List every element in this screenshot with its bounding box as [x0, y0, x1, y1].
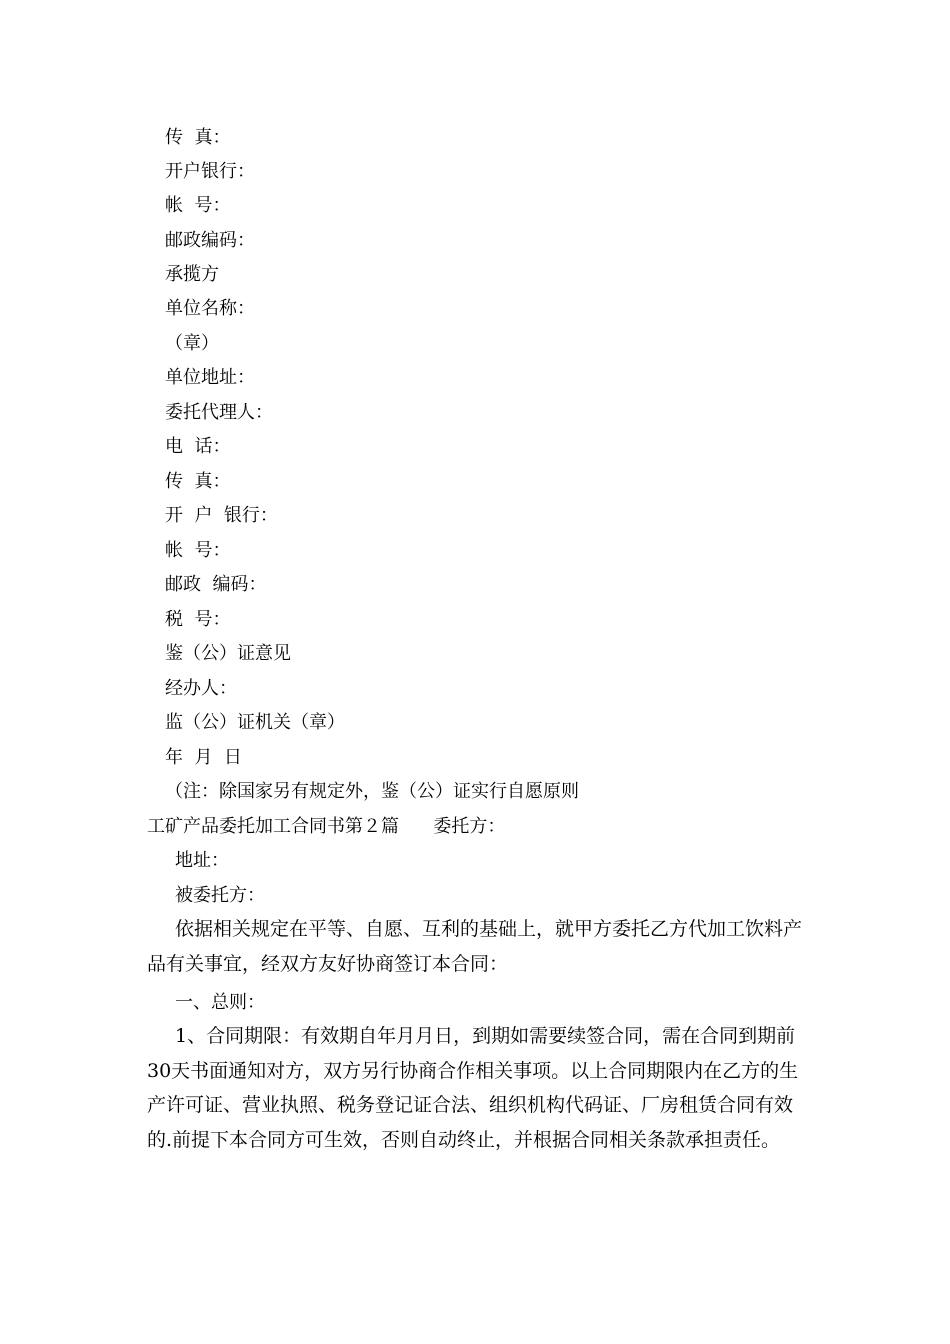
note-line: （注：除国家另有规定外，鉴（公）证实行自愿原则	[165, 781, 579, 802]
contractor-heading: 承揽方	[165, 264, 219, 285]
account-label-2: 帐 号：	[165, 540, 231, 561]
fax-label-2: 传 真：	[165, 471, 231, 492]
fax-label: 传 真：	[165, 127, 231, 148]
term-paragraph	[147, 1019, 817, 1157]
second-contract-title: 工矿产品委托加工合同书第２篇 委托方：	[147, 816, 506, 837]
bank-label-2: 开 户 银行：	[165, 505, 278, 526]
notary-office: 监（公）证机关（章）	[165, 712, 345, 733]
term-text: 1、合同期限：有效期自年月月日，到期如需要续签合同，需在合同到期前30天书面通知对方，双方另行协商合作相关事项。以上合同期限内在乙方的生产许可证、营业执照、税务登记证合法、组织机构代码证、厂房租赁合同有效的.前提下本合同方可生效，否则自动终止，并根据合同相关条款承担责任。	[147, 1025, 799, 1151]
entrusted-label: 被委托方：	[175, 885, 265, 906]
unit-address-label: 单位地址：	[165, 367, 255, 388]
unit-name-label: 单位名称：	[165, 298, 255, 319]
postcode-label-2: 邮政 编码：	[165, 574, 267, 595]
tax-number-label: 税 号：	[165, 609, 231, 630]
agent-label: 委托代理人：	[165, 402, 273, 423]
bank-label: 开户银行：	[165, 161, 255, 182]
intro-text: 依据相关规定在平等、自愿、互利的基础上，就甲方委托乙方代加工饮料产品有关事宜，经双方友好协商签订本合同：	[147, 918, 803, 975]
date-line: 年 月 日	[165, 747, 242, 768]
postcode-label: 邮政编码：	[165, 230, 255, 251]
handler-label: 经办人：	[165, 678, 237, 699]
notary-opinion: 鉴（公）证意见	[165, 643, 291, 664]
phone-label: 电 话：	[165, 436, 231, 457]
seal-label: （章）	[165, 333, 219, 354]
account-label: 帐 号：	[165, 195, 231, 216]
intro-paragraph	[147, 912, 817, 981]
section-general: 一、总则：	[175, 992, 265, 1013]
address-label: 地址：	[175, 850, 229, 871]
